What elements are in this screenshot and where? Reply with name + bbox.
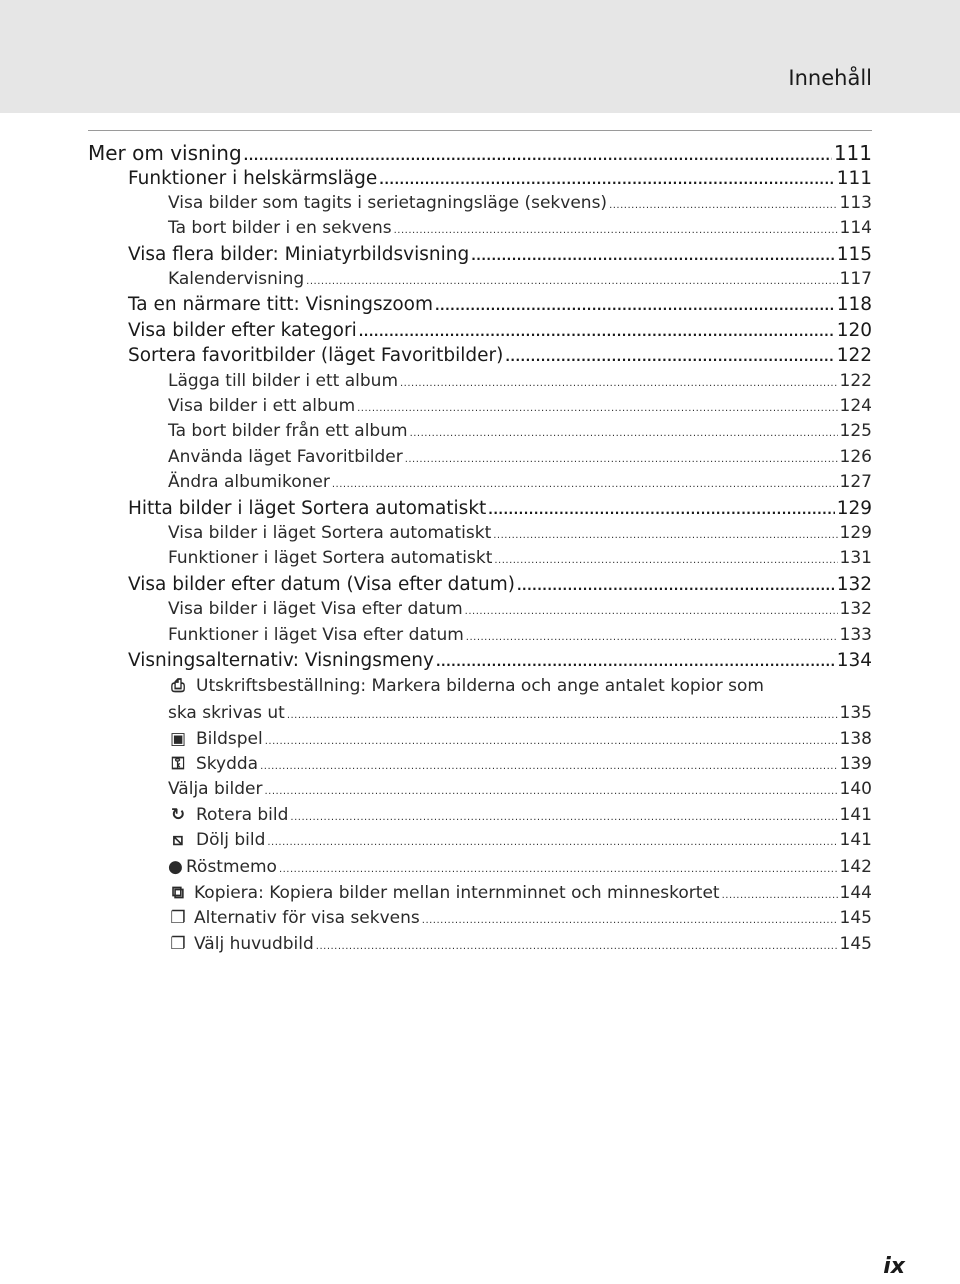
toc-entry-title: Utskriftsbeställning: Markera bilderna och ange antalet kopior som [196,676,764,696]
voice-memo-icon: ● [168,857,183,877]
toc-leader-dots [471,249,834,263]
toc-entry[interactable] [88,141,872,165]
toc-entry[interactable] [128,650,872,671]
toc-leader-dots [267,837,837,848]
toc-entry[interactable] [128,294,872,315]
toc-entry-page: 145 [839,908,872,928]
toc-entry[interactable] [168,371,872,391]
toc-entry-page: 129 [839,523,872,543]
toc-entry-title: Bildspel [196,729,263,749]
toc-leader-dots [379,173,834,187]
protect-key-icon: ⚿ [171,754,185,774]
toc-leader-dots [316,941,838,952]
toc-leader-dots [264,786,837,797]
toc-entry[interactable] [168,703,872,723]
toc-leader-dots [410,428,838,439]
toc-entry-page: 141 [839,805,872,825]
toc-entry-title: Funktioner i läget Visa efter datum [168,625,464,645]
toc-leader-dots [466,632,838,643]
toc-entry[interactable] [128,168,872,189]
toc-leader-dots [244,149,832,163]
toc-entry-page: 115 [836,244,872,265]
toc-entry-page: 117 [839,269,872,289]
toc-leader-dots [435,299,835,313]
toc-entry[interactable] [168,599,872,619]
toc-entry-page: 139 [839,754,872,774]
toc-entry[interactable] [168,269,872,289]
toc-entry-title: Visa bilder i läget Visa efter datum [168,599,463,619]
toc-entry-title: Visa bilder efter datum (Visa efter datum) [128,574,515,595]
toc-entry-title: Funktioner i läget Sortera automatiskt [168,548,493,568]
toc-entry[interactable] [168,193,872,213]
toc-entry-page: 135 [839,703,872,723]
toc-entry-page: 132 [839,599,872,619]
toc-entry-title: Visa bilder som tagits i serietagningsläge (sekvens) [168,193,608,213]
toc-entry-title: Alternativ för visa sekvens [194,908,420,928]
toc-entry-page: 138 [839,729,872,749]
toc-entry-page: 129 [836,498,872,519]
toc-entry-title: Mer om visning [88,141,242,165]
toc-entry-title: Välja bilder [168,779,263,799]
toc-leader-dots [488,503,834,517]
toc-entry-title: Kalendervisning [168,269,305,289]
toc-leader-dots [465,606,838,617]
toc-leader-dots [265,736,838,747]
toc-entry-title: Rotera bild [196,805,289,825]
toc-leader-dots [290,812,837,823]
toc-leader-dots [494,555,837,566]
toc-entry-page: 140 [839,779,872,799]
toc-entry-page: 122 [839,371,872,391]
toc-entry[interactable] [168,830,872,850]
toc-leader-dots [394,225,838,236]
toc-entry-page: 133 [839,625,872,645]
page-number: ix [883,1254,905,1279]
key-picture-icon: ❐ [170,934,186,954]
toc-leader-dots [517,579,835,593]
toc-leader-dots [609,200,837,211]
toc-entry[interactable] [128,498,872,519]
print-order-icon: ⎙ [171,676,185,696]
toc-entry-page: 124 [839,396,872,416]
sequence-display-icon: ❐ [170,908,186,928]
toc-leader-dots [287,710,838,721]
toc-entry-title: Skydda [196,754,259,774]
toc-leader-dots [436,655,835,669]
toc-leader-dots [357,403,837,414]
toc-entry-page: 131 [839,548,872,568]
toc-entry-page: 145 [839,934,872,954]
toc-entry-page: 111 [836,168,872,189]
header-divider [88,130,872,131]
toc-entry-page: 134 [836,650,872,671]
toc-entry-title: ska skrivas ut [168,703,285,723]
copy-icon: ⧉ [171,883,185,903]
toc-entry[interactable] [168,625,872,645]
toc-entry-title: Visa bilder i ett album [168,396,356,416]
toc-entry-page: 141 [839,830,872,850]
toc-entry[interactable] [168,883,872,903]
toc-entry-title: Ändra albumikoner [168,472,330,492]
toc-entry[interactable] [128,574,872,595]
toc-entry-title: Funktioner i helskärmsläge [128,168,378,189]
toc-entry-title: Kopiera: Kopiera bilder mellan internminnet och minneskortet [194,883,720,903]
toc-entry-page: 118 [836,294,872,315]
toc-entry[interactable] [168,421,872,441]
toc-entry-title: Visa bilder i läget Sortera automatiskt [168,523,492,543]
slideshow-icon: ▣ [169,729,187,749]
toc-entry[interactable] [168,472,872,492]
toc-entry-title: Visa flera bilder: Miniatyrbildsvisning [128,244,470,265]
toc-entry-page: 142 [839,857,872,877]
toc-entry[interactable] [168,754,872,774]
toc-entry[interactable] [128,345,872,366]
toc-leader-dots [260,761,837,772]
toc-entry-title: Ta bort bilder i en sekvens [168,218,392,238]
toc-leader-dots [400,378,838,389]
toc-leader-dots [306,276,837,287]
toc-entry[interactable] [168,548,872,568]
toc-entry[interactable] [168,523,872,543]
rotate-image-icon: ↻ [170,805,186,825]
toc-leader-dots [505,350,834,364]
toc-entry-page: 125 [839,421,872,441]
toc-entry-page: 144 [839,883,872,903]
toc-leader-dots [279,864,838,875]
toc-entry[interactable] [168,218,872,238]
toc-entry-title: Visa bilder efter kategori [128,320,357,341]
toc-entry-title: Sortera favoritbilder (läget Favoritbilder) [128,345,504,366]
toc-entry[interactable] [168,779,872,799]
toc-entry-page: 113 [839,193,872,213]
toc-leader-dots [405,454,838,465]
toc-entry-title: Ta en närmare titt: Visningszoom [128,294,433,315]
toc-entry[interactable] [168,805,872,825]
toc-entry-page: 111 [833,141,872,165]
toc-entry-wrapped-line[interactable] [168,676,764,696]
toc-entry[interactable] [168,934,872,954]
toc-leader-dots [722,890,838,901]
toc-entry-title: Använda läget Favoritbilder [168,447,403,467]
toc-entry-page: 127 [839,472,872,492]
toc-entry-page: 122 [836,345,872,366]
toc-entry[interactable] [168,857,872,877]
toc-entry-title: Röstmemo [186,857,277,877]
hide-image-icon: ⧅ [172,830,184,850]
toc-entry-page: 114 [839,218,872,238]
toc-leader-dots [359,325,835,339]
toc-entry[interactable] [168,396,872,416]
toc-entry-page: 126 [839,447,872,467]
toc-entry[interactable] [128,244,872,265]
toc-entry-title: Dölj bild [196,830,266,850]
toc-entry-title: Välj huvudbild [194,934,314,954]
toc-entry[interactable] [168,447,872,467]
toc-entry[interactable] [128,320,872,341]
toc-entry[interactable] [168,908,872,928]
toc-entry-title: Hitta bilder i läget Sortera automatiskt [128,498,487,519]
toc-entry-page: 132 [836,574,872,595]
toc-leader-dots [493,530,837,541]
toc-leader-dots [332,479,838,490]
toc-entry-title: Lägga till bilder i ett album [168,371,398,391]
page-title: Innehåll [788,66,872,90]
header-band [0,0,960,113]
toc-entry-page: 120 [836,320,872,341]
toc-entry[interactable] [168,729,872,749]
toc-entry-title: Visningsalternativ: Visningsmeny [128,650,434,671]
toc-entry-title: Ta bort bilder från ett album [168,421,408,441]
toc-leader-dots [422,915,838,926]
